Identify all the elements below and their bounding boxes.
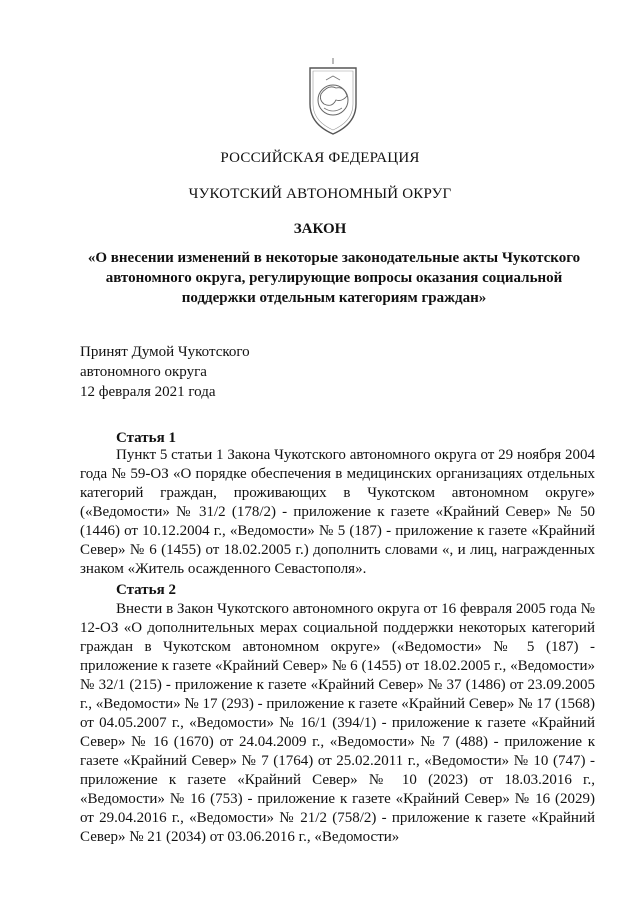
article-1-text: Пункт 5 статьи 1 Закона Чукотского автономного округа от 29 ноября 2004 года № 59-ОЗ «О порядке обеспечения в медицинских организациях отдельных категорий граждан, проживающих в Чукотском автономном округе» («Ведомости» № 31/2 (178/2) - приложение к газете «Крайний Север» № 50 (1446) от 10.12.2004 г., «Ведомости» № 5 (187) - приложение к газете «Крайний Север» № 6 (1455) от 18.02.2005 г.) дополнить словами «, и лиц, награжденных знаком «Житель осажденного Севастополя». bbox=[80, 447, 595, 577]
region-heading: ЧУКОТСКИЙ АВТОНОМНЫЙ ОКРУГ bbox=[188, 186, 452, 202]
adoption-line: автономного округа bbox=[80, 364, 207, 380]
article-1-title: Статья 1 bbox=[116, 430, 176, 446]
coat-of-arms-icon bbox=[302, 58, 364, 136]
law-title: «О внесении изменений в некоторые законодательные акты Чукотского автономного округа, регулирующие вопросы оказания социальной поддержки отдельным категориям граждан» bbox=[87, 250, 581, 306]
adoption-date: 12 февраля 2021 года bbox=[80, 384, 216, 400]
adoption-block bbox=[80, 342, 250, 402]
article-2-title: Статья 2 bbox=[116, 582, 176, 598]
document-type: ЗАКОН bbox=[293, 221, 347, 237]
federation-heading: РОССИЙСКАЯ ФЕДЕРАЦИЯ bbox=[220, 150, 420, 166]
article-2-text: Внести в Закон Чукотского автономного округа от 16 февраля 2005 года № 12-ОЗ «О дополнительных мерах социальной поддержки некоторых категорий граждан в Чукотском автономном округе» («Ведомости» № 5 (187) - приложение к газете «Крайний Север» № 6 (1455) от 18.02.2005 г., «Ведомости» № 32/1 (215) - приложение к газете «Крайний Север» № 37 (1486) от 23.09.2005 г., «Ведомости» № 17 (293) - приложение к газете «Крайний Север» № 17 (1568) от 04.05.2007 г., «Ведомости» № 16/1 (394/1) - приложение к газете «Крайний Север» № 16 (1670) от 24.04.2009 г., «Ведомости» № 7 (488) - приложение к газете «Крайний Север» № 7 (1764) от 25.02.2011 г., «Ведомости» № 10 (747) - приложение к газете «Крайний Север» № 10 (2023) от 18.03.2016 г., «Ведомости» № 16 (753) - приложение к газете «Крайний Север» № 16 (2029) от 29.04.2016 г., «Ведомости» № 21/2 (758/2) - приложение к газете «Крайний Север» № 21 (2034) от 03.06.2016 г., «Ведомости» bbox=[80, 601, 595, 845]
adoption-line: Принят Думой Чукотского bbox=[80, 344, 250, 360]
